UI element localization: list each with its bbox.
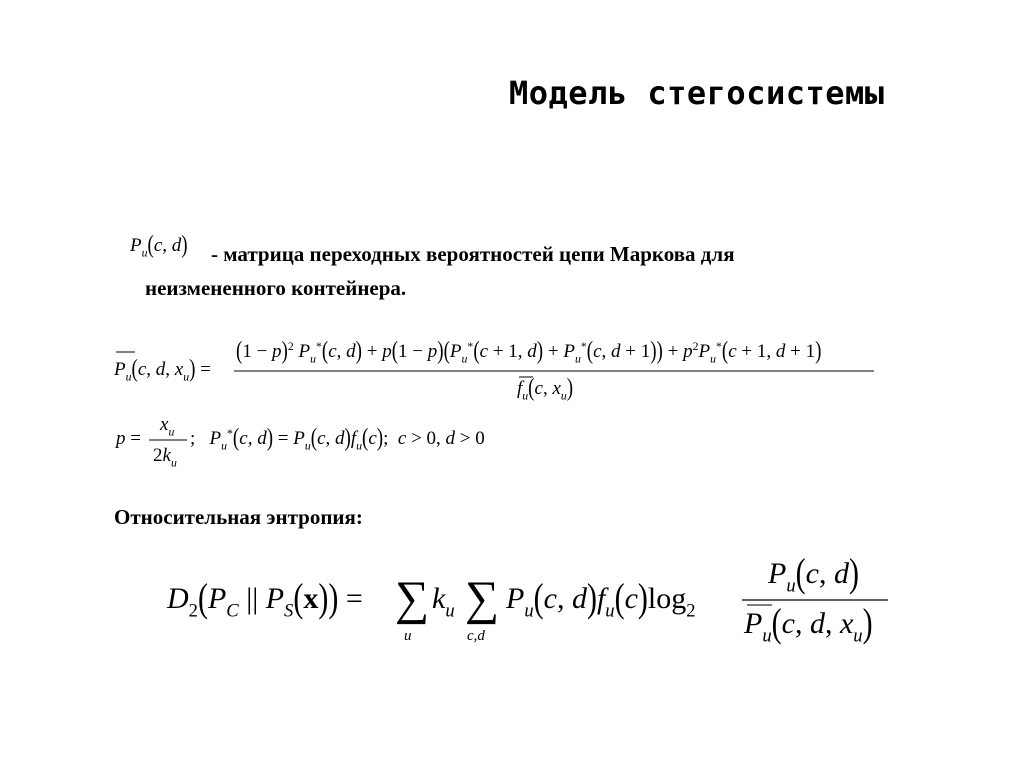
formula-entropy-lhs: $D_2(P_C$ || $P_S(x)$) =	[167, 576, 363, 622]
slide-title: Модель стегосистемы	[509, 74, 885, 112]
formula-transition-numerator: $(1 - p)^2$ $P_u^*(c$, $d) + p(1 - p)(P_u^*(c + 1$, $d) + P_u^*(c$, $d + 1)) + p^2P_u^*(c + 1$, d + 1)	[236, 337, 822, 366]
formula-transition-denominator: $f_u(c$, $x_u$)	[517, 374, 574, 403]
definition-text-continued: неизмененного контейнера.	[145, 276, 407, 300]
formula-entropy-body: $P_u(c$, $d)f_u(c)\log_2$	[506, 576, 696, 622]
formula-p-star-def: ; $P_u^*(c$, $d) = P_u(c$, $d)f_u(c)$; c > 0, d > 0	[190, 424, 485, 453]
sum-symbol-u: ∑	[395, 572, 430, 625]
sum-limit-u: u	[404, 628, 412, 644]
formula-p-label: p =	[116, 428, 141, 449]
definition-text: - матрица переходных вероятностей цепи Маркова для	[211, 242, 735, 266]
entropy-heading: Относительная энтропия:	[114, 505, 363, 529]
formula-k-u: $k_u$	[432, 582, 455, 622]
formula-pu-cd: $P_u(c$, d)	[130, 231, 188, 260]
formula-log-numerator: $P_u(c$, d)	[768, 551, 859, 597]
formula-log-denominator: $P_u(c$, d, $x_u$)	[744, 601, 873, 647]
sum-limit-cd: c,d	[467, 628, 485, 644]
formula-pu-bar-lhs: $P_u(c$, d, $x_u$) =	[114, 355, 211, 384]
formula-p-numerator: $x_u$	[160, 414, 175, 439]
sum-symbol-cd: ∑	[465, 572, 500, 625]
formula-p-denominator: $2k_u$	[153, 445, 177, 470]
